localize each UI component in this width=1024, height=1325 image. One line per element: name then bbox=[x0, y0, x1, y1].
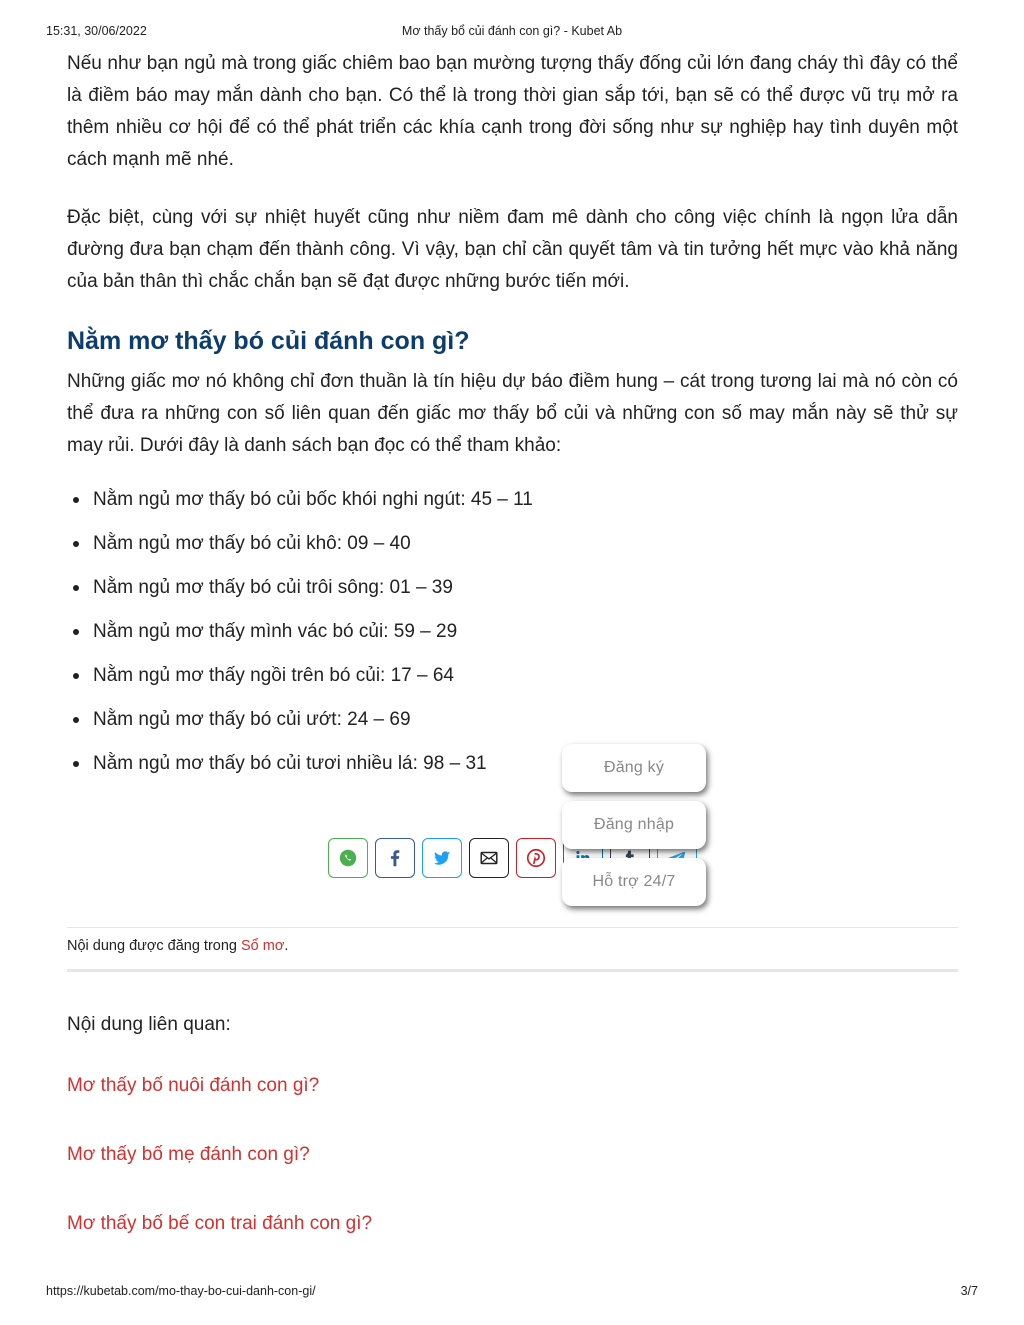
whatsapp-icon bbox=[337, 847, 359, 869]
bullet-icon bbox=[73, 761, 79, 767]
share-twitter-button[interactable] bbox=[422, 838, 462, 878]
posted-in-prefix: Nội dung được đăng trong bbox=[67, 938, 241, 954]
paragraph: Nếu như bạn ngủ mà trong giấc chiêm bao bạn mường tượng thấy đống củi lớn đang cháy thì đây có thể là điềm báo may mắn dành cho bạn. Có thể là trong thời gian sắp tới, bạn sẽ có thể được vũ trụ mở ra thêm nhiều cơ hội để có thể phát triển các khía cạnh trong đời sống như sự nghiệp hay tình duyên một cách mạnh mẽ nhé. bbox=[67, 53, 958, 170]
list-item-text: Nằm ngủ mơ thấy bó củi bốc khói nghi ngút: 45 – 11 bbox=[93, 489, 533, 510]
related-heading: Nội dung liên quan: bbox=[67, 1014, 231, 1035]
list-item-text: Nằm ngủ mơ thấy bó củi tươi nhiều lá: 98 – 31 bbox=[93, 753, 487, 774]
list-item bbox=[67, 662, 958, 706]
print-timestamp: 15:31, 30/06/2022 bbox=[46, 24, 147, 38]
print-url: https://kubetab.com/mo-thay-bo-cui-danh-con-gi/ bbox=[46, 1284, 316, 1298]
register-button[interactable]: Đăng ký bbox=[562, 744, 706, 792]
category-link[interactable]: Sổ mơ bbox=[241, 938, 285, 954]
paragraph: Những giấc mơ nó không chỉ đơn thuần là tín hiệu dự báo điềm hung – cát trong tương lai mà nó còn có thể đưa ra những con số liên quan đến giấc mơ thấy bổ củi và những con số may mắn này sẽ thử sự may rủi. Dưới đây là danh sách bạn đọc có thể tham khảo: bbox=[67, 371, 958, 456]
bullet-icon bbox=[73, 541, 79, 547]
list-item-text: Nằm ngủ mơ thấy bó củi trôi sông: 01 – 39 bbox=[93, 577, 453, 598]
list-item bbox=[67, 618, 958, 662]
login-button[interactable]: Đăng nhập bbox=[562, 801, 706, 849]
list-item bbox=[67, 750, 958, 794]
posted-in bbox=[67, 938, 288, 954]
lucky-numbers-list bbox=[67, 486, 958, 794]
print-header bbox=[0, 24, 1024, 40]
support-button[interactable]: Hỗ trợ 24/7 bbox=[562, 858, 706, 906]
list-item-text: Nằm ngủ mơ thấy bó củi khô: 09 – 40 bbox=[93, 533, 411, 554]
pinterest-icon bbox=[525, 847, 547, 869]
twitter-icon bbox=[431, 847, 453, 869]
share-pinterest-button[interactable] bbox=[516, 838, 556, 878]
related-link[interactable]: Mơ thấy bố bế con trai đánh con gì? bbox=[67, 1213, 373, 1234]
related-link[interactable]: Mơ thấy bố nuôi đánh con gì? bbox=[67, 1075, 320, 1096]
related-link[interactable]: Mơ thấy bố mẹ đánh con gì? bbox=[67, 1144, 310, 1165]
posted-in-suffix: . bbox=[284, 938, 289, 954]
divider bbox=[67, 969, 958, 972]
facebook-icon bbox=[384, 847, 406, 869]
divider bbox=[67, 927, 958, 928]
share-whatsapp-button[interactable] bbox=[328, 838, 368, 878]
paragraph: Đặc biệt, cùng với sự nhiệt huyết cũng như niềm đam mê dành cho công việc chính là ngọn lửa dẫn đường đưa bạn chạm đến thành công. Vì vậy, bạn chỉ cần quyết tâm và tin tưởng hết mực vào khả năng của bản thân thì chắc chắn bạn sẽ đạt được những bước tiến mới. bbox=[67, 207, 958, 292]
share-email-button[interactable] bbox=[469, 838, 509, 878]
list-item bbox=[67, 486, 958, 530]
page-number: 3/7 bbox=[960, 1284, 978, 1298]
list-item-text: Nằm ngủ mơ thấy ngồi trên bó củi: 17 – 64 bbox=[93, 665, 454, 686]
share-facebook-button[interactable] bbox=[375, 838, 415, 878]
bullet-icon bbox=[73, 585, 79, 591]
section-heading: Nằm mơ thấy bó củi đánh con gì? bbox=[67, 327, 470, 355]
list-item-text: Nằm ngủ mơ thấy mình vác bó củi: 59 – 29 bbox=[93, 621, 458, 642]
bullet-icon bbox=[73, 497, 79, 503]
article-content bbox=[67, 48, 958, 794]
list-item bbox=[67, 706, 958, 750]
email-icon bbox=[478, 847, 500, 869]
print-footer bbox=[0, 1284, 1024, 1300]
bullet-icon bbox=[73, 717, 79, 723]
list-item bbox=[67, 574, 958, 618]
list-item-text: Nằm ngủ mơ thấy bó củi ướt: 24 – 69 bbox=[93, 709, 411, 730]
list-item bbox=[67, 530, 958, 574]
bullet-icon bbox=[73, 629, 79, 635]
print-page-title: Mơ thấy bổ củi đánh con gì? - Kubet Ab bbox=[401, 24, 623, 38]
bullet-icon bbox=[73, 673, 79, 679]
